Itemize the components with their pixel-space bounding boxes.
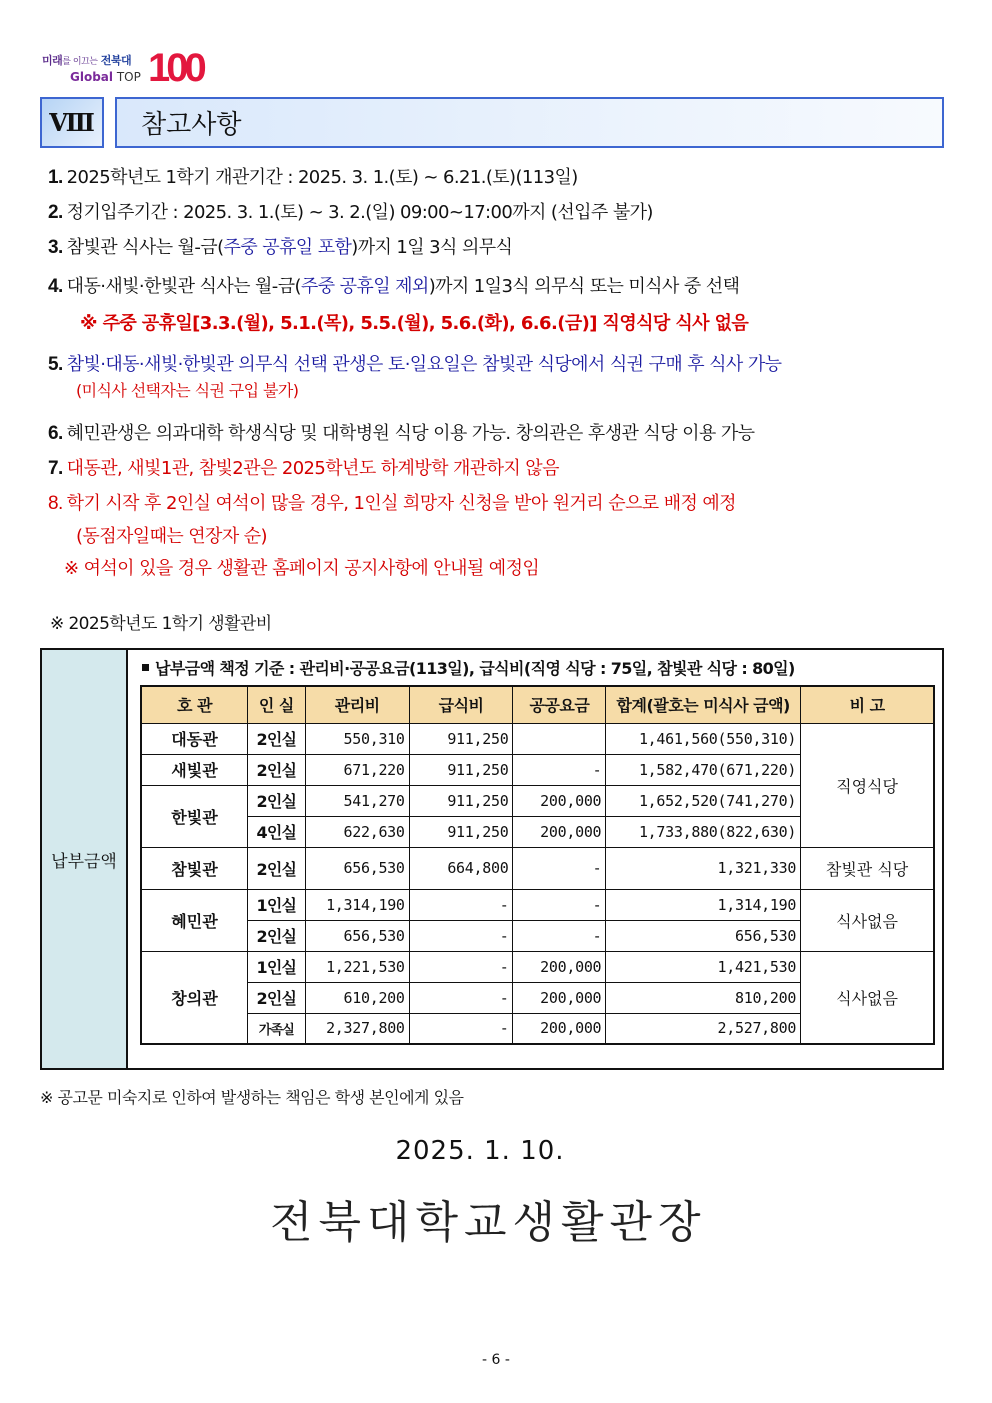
holiday-note: ※ 주중 공휴일[3.3.(월), 5.1.(목), 5.5.(월), 5.6.(화), 6.6.(금)] 직영식당 식사 없음 bbox=[80, 313, 749, 334]
vacancy-note: ※ 여석이 있을 경우 생활관 홈페이지 공지사항에 안내될 예정임 bbox=[64, 558, 540, 579]
table-header-row bbox=[141, 686, 934, 723]
notice-item-1: 1. 2025학년도 1학기 개관기간 : 2025. 3. 1.(토) ~ 6.21.(토)(113일) bbox=[48, 167, 578, 188]
fee-section-title: ※ 2025학년도 1학기 생활관비 bbox=[50, 614, 272, 634]
notice-item-5-sub: (미식사 선택자는 식권 구입 불가) bbox=[76, 381, 299, 400]
signer: 전북대학교생활관장 bbox=[270, 1197, 707, 1248]
payment-amount-label: 납부금액 bbox=[42, 650, 128, 1068]
table-row: 한빛관 2인실 541,270 911,250 200,000 1,652,520(741,270) bbox=[141, 785, 934, 816]
notice-item-7: 7. 대동관, 새빛1관, 참빛2관은 2025학년도 하계방학 개관하지 않음 bbox=[48, 458, 559, 479]
section-number: Ⅷ bbox=[40, 97, 104, 148]
table-row: 창의관 1인실 1,221,530 - 200,000 1,421,530 식사없음 bbox=[141, 951, 934, 982]
section-title: 참고사항 bbox=[115, 97, 944, 148]
disclaimer: ※ 공고문 미숙지로 인하여 발생하는 책임은 학생 본인에게 있음 bbox=[40, 1088, 464, 1107]
col-remarks: 비 고 bbox=[801, 686, 934, 723]
col-room: 인 실 bbox=[247, 686, 305, 723]
notice-item-2: 2. 정기입주기간 : 2025. 3. 1.(토) ~ 3. 2.(일) 09:00~17:00까지 (선입주 불가) bbox=[48, 202, 653, 223]
notice-item-6: 6. 혜민관생은 의과대학 학생식당 및 대학병원 식당 이용 가능. 창의관은 후생관 식당 이용 가능 bbox=[48, 423, 755, 444]
col-hall: 호 관 bbox=[141, 686, 247, 723]
university-logo bbox=[40, 46, 220, 92]
logo-global-top: Global TOP bbox=[70, 70, 141, 84]
notice-item-5: 5. 참빛·대동·새빛·한빛관 의무식 선택 관생은 토·일요일은 참빛관 식당에서 식권 구매 후 식사 가능 bbox=[48, 354, 782, 375]
table-row: 대동관 2인실 550,310 911,250 1,461,560(550,310) 직영식당 bbox=[141, 723, 934, 754]
fee-table bbox=[140, 685, 935, 1045]
issue-date: 2025. 1. 10. bbox=[395, 1136, 565, 1166]
table-row: 가족실 2,327,800 - 200,000 2,527,800 bbox=[141, 1013, 934, 1044]
logo-100-mark: 100 bbox=[148, 46, 203, 90]
logo-slogan: 미래를 이끄는 전북대 bbox=[42, 54, 132, 67]
notice-item-4: 4. 대동·새빛·한빛관 식사는 월-금(주중 공휴일 제외)까지 1일3식 의무식 또는 미식사 중 선택 bbox=[48, 276, 740, 297]
table-row: 2인실 656,530 - - 656,530 bbox=[141, 920, 934, 951]
page-number: - 6 - bbox=[482, 1352, 510, 1368]
notice-item-3: 3. 참빛관 식사는 월-금(주중 공휴일 포함)까지 1일 3식 의무식 bbox=[48, 237, 513, 258]
table-row: 2인실 610,200 - 200,000 810,200 bbox=[141, 982, 934, 1013]
table-row: 혜민관 1인실 1,314,190 - - 1,314,190 식사없음 bbox=[141, 889, 934, 920]
notice-item-8-sub: (동점자일때는 연장자 순) bbox=[76, 526, 267, 547]
col-meal-fee: 급식비 bbox=[409, 686, 513, 723]
col-utility-fee: 공공요금 bbox=[513, 686, 606, 723]
fee-box bbox=[40, 648, 944, 1070]
table-row: 4인실 622,630 911,250 200,000 1,733,880(822,630) bbox=[141, 816, 934, 847]
col-total: 합계(괄호는 미식사 금액) bbox=[606, 686, 801, 723]
fee-basis: 납부금액 책정 기준 : 관리비·공공요금(113일), 급식비(직영 식당 : 75일, 참빛관 식당 : 80일) bbox=[142, 656, 795, 679]
table-row: 참빛관 2인실 656,530 664,800 - 1,321,330 참빛관 식당 bbox=[141, 847, 934, 889]
notice-item-8: 8. 학기 시작 후 2인실 여석이 많을 경우, 1인실 희망자 신청을 받아 원거리 순으로 배정 예정 bbox=[48, 493, 736, 514]
table-row: 새빛관 2인실 671,220 911,250 - 1,582,470(671,220) bbox=[141, 754, 934, 785]
bullet-square-icon bbox=[142, 664, 149, 671]
col-management-fee: 관리비 bbox=[305, 686, 409, 723]
